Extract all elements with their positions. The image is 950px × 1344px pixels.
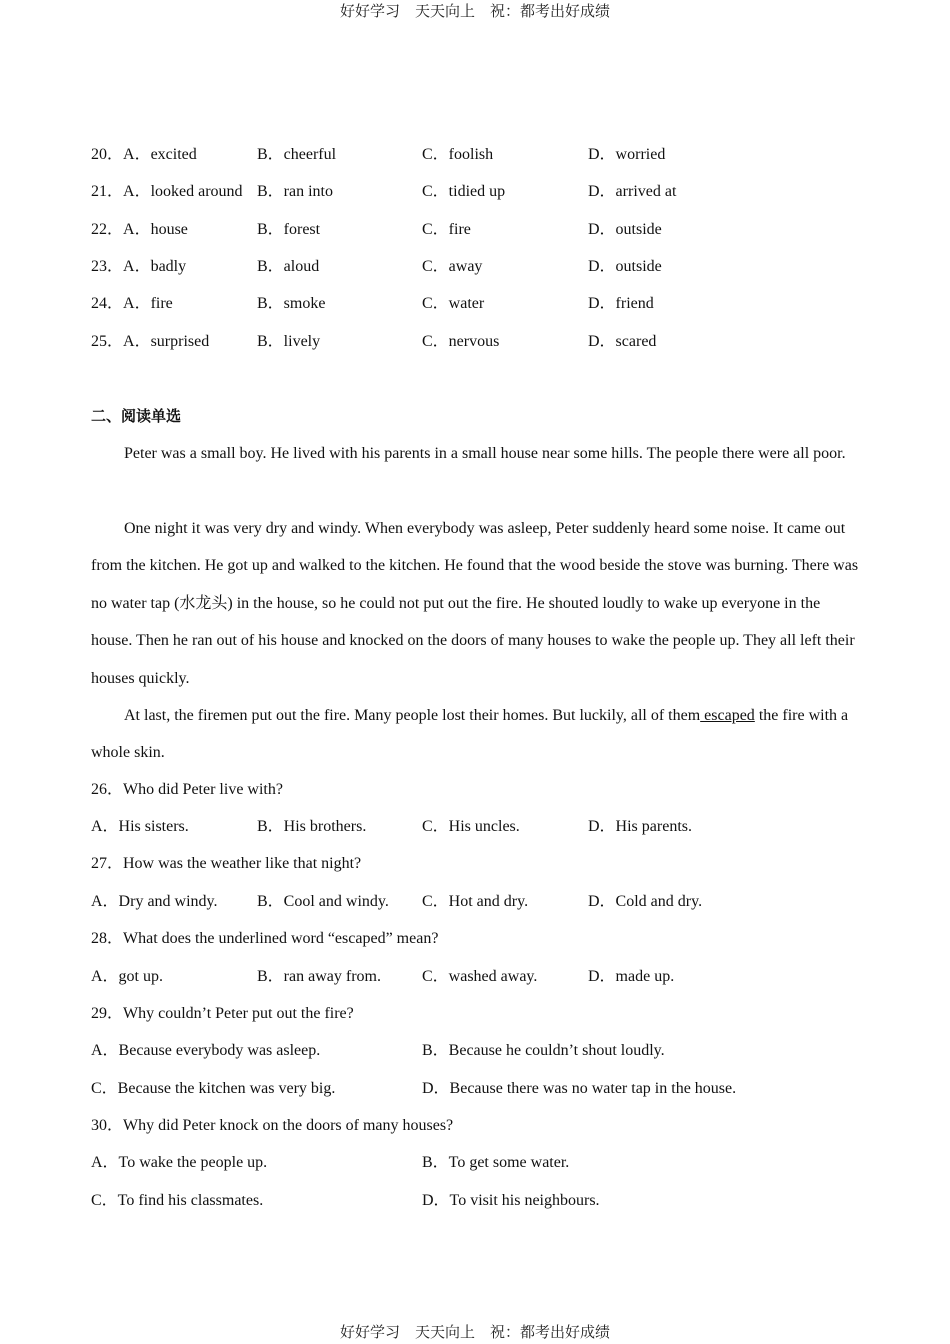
option-d: D．outside	[588, 221, 662, 238]
option-d: D．arrived at	[588, 183, 677, 200]
option-d: D．Because there was no water tap in the house.	[422, 1080, 737, 1097]
option-a: A．got up.	[91, 968, 164, 985]
option-c: C．washed away.	[422, 968, 538, 985]
option-a: 20．A．excited	[91, 146, 197, 163]
option-b: B．forest	[257, 221, 321, 238]
option-d: D．scared	[588, 333, 657, 350]
option-a: A．Because everybody was asleep.	[91, 1042, 321, 1059]
option-a: 22．A．house	[91, 221, 188, 238]
option-a: 21．A．looked around	[91, 183, 243, 200]
option-b: B．Because he couldn’t shout loudly.	[422, 1042, 665, 1059]
option-d: D．Cold and dry.	[588, 893, 703, 910]
option-c: C．His uncles.	[422, 818, 520, 835]
question-stem: 28．What does the underlined word “escaped” mean?	[91, 930, 439, 947]
option-b: B．Cool and windy.	[257, 893, 389, 910]
option-c: C．water	[422, 295, 485, 312]
passage-paragraph-3: At last, the firemen put out the fire. Many people lost their homes. But luckily, all of them escaped the fire with a whole skin.	[91, 707, 849, 762]
question-stem: 27．How was the weather like that night?	[91, 855, 362, 872]
passage-paragraph-1: Peter was a small boy. He lived with his parents in a small house near some hills. The people there were all poor.	[124, 445, 846, 462]
option-b: B．To get some water.	[422, 1154, 570, 1171]
option-c: C．To find his classmates.	[91, 1192, 264, 1209]
option-d: D．His parents.	[588, 818, 692, 835]
option-b: B．lively	[257, 333, 321, 350]
option-c: C．Because the kitchen was very big.	[91, 1080, 336, 1097]
option-b: B．ran away from.	[257, 968, 381, 985]
section-title: 二、阅读单选	[91, 407, 182, 425]
page-header: 好好学习 天天向上 祝：都考出好成绩	[339, 2, 610, 20]
option-a: 23．A．badly	[91, 258, 187, 275]
option-c: C．nervous	[422, 333, 500, 350]
option-c: C．tidied up	[422, 183, 506, 200]
option-a: A．His sisters.	[91, 818, 189, 835]
passage-paragraph-2: One night it was very dry and windy. When everybody was asleep, Peter suddenly heard some noise. It came out from the kitchen. He got up and walked to the kitchen. He found that the wood beside the stove was burning. There was no water tap (水龙头) in the house, so he could not put out the fire. He shouted loudly to wake up everyone in the house. Then he ran out of his house and knocked on the doors of many houses to wake the people up. They all left their houses quickly.	[91, 520, 859, 687]
question-stem: 29．Why couldn’t Peter put out the fire?	[91, 1005, 354, 1022]
option-b: B．cheerful	[257, 146, 337, 163]
option-d: D．friend	[588, 295, 654, 312]
option-b: B．aloud	[257, 258, 320, 275]
option-c: C．fire	[422, 221, 471, 238]
option-a: A．Dry and windy.	[91, 893, 218, 910]
page-footer: 好好学习 天天向上 祝：都考出好成绩	[339, 1323, 610, 1341]
option-d: D．outside	[588, 258, 662, 275]
option-a: A．To wake the people up.	[91, 1154, 268, 1171]
option-d: D．To visit his neighbours.	[422, 1192, 600, 1209]
option-b: B．His brothers.	[257, 818, 367, 835]
question-stem: 30．Why did Peter knock on the doors of many houses?	[91, 1117, 454, 1134]
option-b: B．smoke	[257, 295, 326, 312]
option-d: D．made up.	[588, 968, 675, 985]
option-c: C．Hot and dry.	[422, 893, 529, 910]
option-c: C．foolish	[422, 146, 494, 163]
option-d: D．worried	[588, 146, 666, 163]
option-c: C．away	[422, 258, 483, 275]
option-b: B．ran into	[257, 183, 333, 200]
question-stem: 26．Who did Peter live with?	[91, 781, 283, 798]
underlined-word: escaped	[700, 707, 755, 724]
option-a: 25．A．surprised	[91, 333, 210, 350]
option-a: 24．A．fire	[91, 295, 173, 312]
